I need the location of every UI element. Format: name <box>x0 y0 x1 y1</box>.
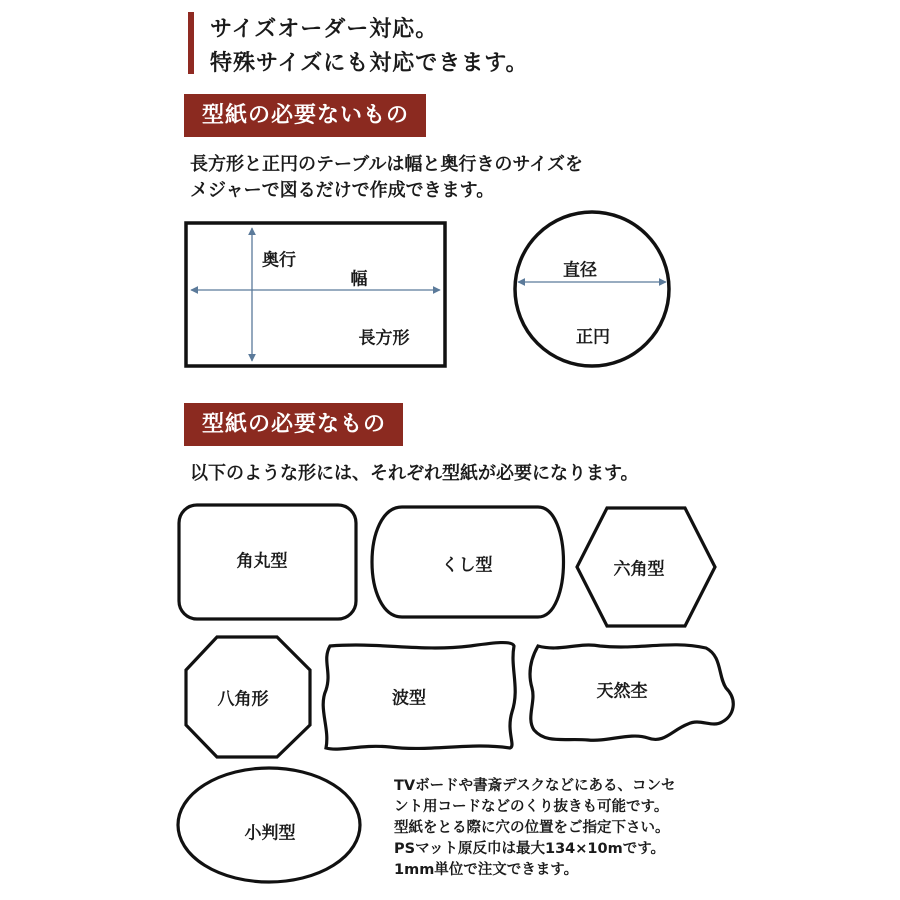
note-text <box>394 776 676 881</box>
note-line: PSマット原反巾は最大134×10mです。 <box>394 841 666 857</box>
no-pattern-description-1: 長方形と正円のテーブルは幅と奥行きのサイズを <box>190 154 583 175</box>
width-label: 幅 <box>350 269 368 290</box>
section-label-pattern: 型紙の必要なもの <box>184 403 403 446</box>
comb-shape-label: くし型 <box>441 555 493 576</box>
note-line: 1mm単位で注文できます。 <box>394 862 579 878</box>
rectangle-name-label: 長方形 <box>358 328 410 349</box>
oval-label: 小判型 <box>244 823 296 844</box>
hexagon-label: 六角型 <box>613 559 665 580</box>
heading-line-2: 特殊サイズにも対応できます。 <box>210 51 529 76</box>
note-line: TVボードや書斎デスクなどにある、コンセ <box>394 778 676 794</box>
pattern-description: 以下のような形には、それぞれ型紙が必要になります。 <box>190 463 639 484</box>
circle-name-label: 正円 <box>576 327 610 348</box>
heading-line-1: サイズオーダー対応。 <box>210 17 439 42</box>
no-pattern-description-2: メジャーで図るだけで作成できます。 <box>190 180 495 201</box>
rounded-rectangle-label: 角丸型 <box>236 551 288 572</box>
note-line: ント用コードなどのくり抜きも可能です。 <box>394 799 669 815</box>
depth-label: 奥行 <box>262 250 296 271</box>
wave-shape-label: 波型 <box>392 688 426 709</box>
diameter-label: 直径 <box>563 260 597 281</box>
octagon-label: 八角形 <box>217 689 269 710</box>
note-line: 型紙をとる際に穴の位置をご指定下さい。 <box>394 820 670 836</box>
natural-wood-edge-label: 天然杢 <box>596 681 648 702</box>
section-label-no-pattern: 型紙の必要ないもの <box>184 94 426 137</box>
